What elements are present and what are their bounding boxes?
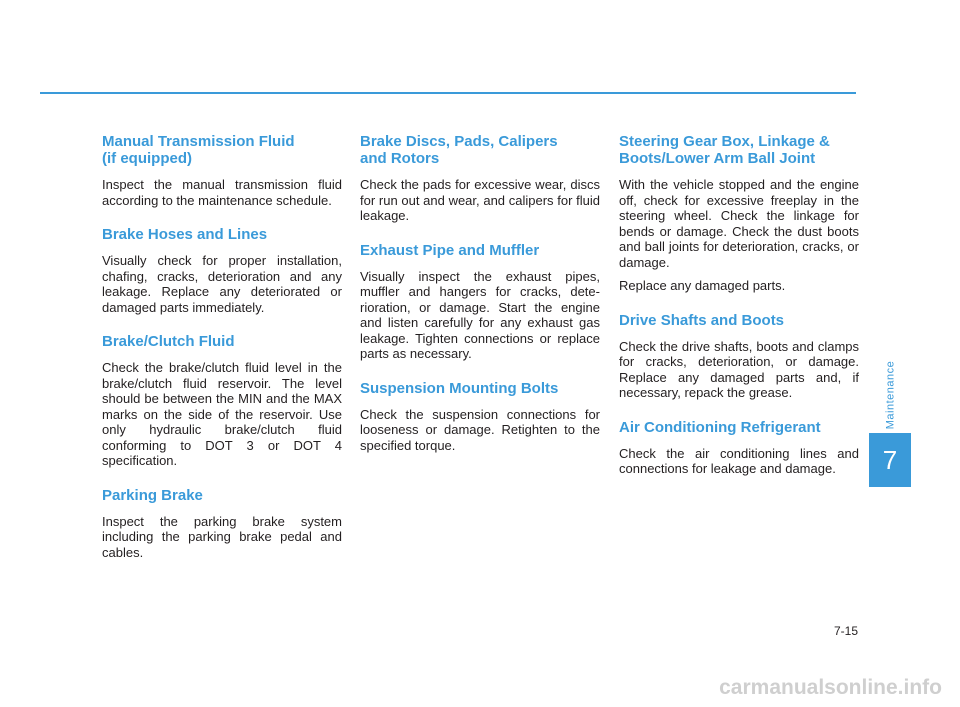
- section-heading: Brake/Clutch Fluid: [102, 333, 235, 350]
- section-paragraph: Check the air conditioning lines and connections for leakage and damage.: [619, 445, 859, 476]
- chapter-side-label-text: Maintenance: [884, 360, 896, 430]
- section-paragraph: Check the drive shafts, boots and clamps for cracks, deterioration, or damage. Replace any damaged parts and, if necessary, repack the grease.: [619, 338, 859, 400]
- section-paragraph: Inspect the parking brake system including the parking brake pedal and cables.: [102, 513, 342, 560]
- section-paragraph: Check the brake/clutch fluid level in the brake/clutch fluid reservoir. The level should be between the MIN and the MAX marks on the side of the reservoir. Use only hydraulic brake/clutch fluid conforming to DOT 3 or DOT 4 specification.: [102, 360, 342, 468]
- section-drive-shafts-and-boots: [619, 312, 859, 401]
- chapter-side-label: [882, 355, 898, 435]
- section-heading: Steering Gear Box, Linkage & Boots/Lower Arm Ball Joint: [619, 133, 830, 167]
- section-parking-brake: [102, 487, 342, 561]
- section-paragraph: With the vehicle stopped and the engine off, check for excessive freeplay in the steering wheel. Check the linkage for bends or damage. Check the dust boots and ball joints for deterioration, cracks, or damage.: [619, 177, 859, 270]
- top-divider: [40, 92, 856, 94]
- section-heading: Drive Shafts and Boots: [619, 311, 785, 329]
- section-heading: Parking Brake: [102, 486, 203, 504]
- section-heading: Air Conditioning Refrigerant: [619, 418, 821, 436]
- section-steering-gear-box: [619, 133, 859, 294]
- section-paragraph: Visually inspect the exhaust pipes, muffler and hangers for cracks, deterioration, or damage. Start the engine and listen carefully for any exhaust gas leakage. Tighten connections or replace parts as necessary.: [360, 268, 600, 361]
- column-1: [102, 133, 342, 578]
- chapter-tab: 7: [869, 433, 911, 487]
- section-heading: Brake Discs, Pads, Calipers and Rotors: [360, 133, 558, 167]
- section-heading: Brake Hoses and Lines: [102, 226, 268, 243]
- section-suspension-mounting-bolts: [360, 380, 600, 454]
- section-air-conditioning-refrigerant: [619, 419, 859, 477]
- section-brake-hoses-and-lines: [102, 226, 342, 315]
- column-3: [619, 133, 859, 495]
- section-paragraph: Visually check for proper installation, chafing, cracks, deterioration and any leakage. Replace any deteriorated or damaged parts immediately.: [102, 253, 342, 315]
- watermark: carmanualsonline.info: [719, 676, 942, 699]
- section-manual-transmission-fluid: [102, 133, 342, 208]
- section-paragraph: Check the suspension connections for looseness or damage. Retighten to the specified torque.: [360, 406, 600, 453]
- section-paragraph: Inspect the manual transmission fluid according to the maintenance schedule.: [102, 177, 342, 208]
- section-heading: Suspension Mounting Bolts: [360, 379, 559, 397]
- section-paragraph: Replace any damaged parts.: [619, 278, 786, 293]
- section-brake-discs-pads: [360, 133, 600, 224]
- section-brake-clutch-fluid: [102, 333, 342, 469]
- section-heading: Exhaust Pipe and Muffler: [360, 241, 540, 259]
- section-exhaust-pipe-and-muffler: [360, 242, 600, 362]
- section-paragraph: Check the pads for excessive wear, discs for run out and wear, and calipers for fluid leakage.: [360, 177, 600, 223]
- column-2: [360, 133, 600, 471]
- page-number: 7-15: [833, 624, 858, 638]
- section-heading: Manual Transmission Fluid (if equipped): [102, 133, 295, 167]
